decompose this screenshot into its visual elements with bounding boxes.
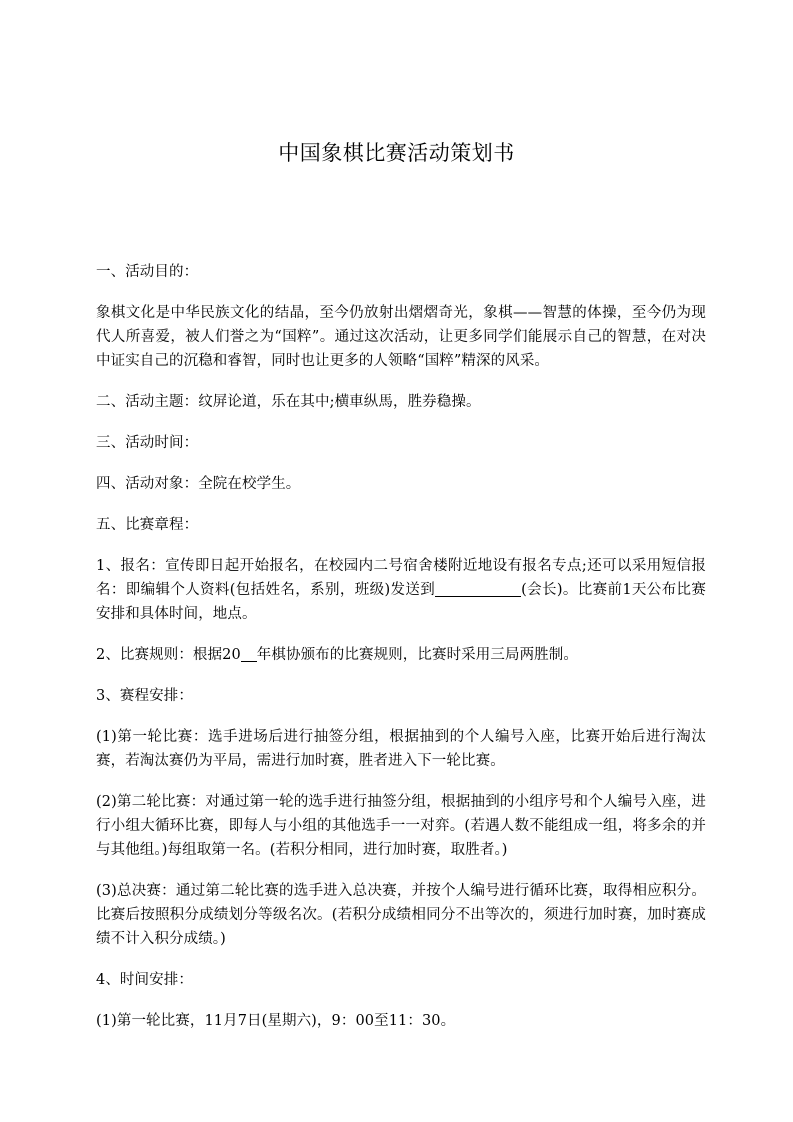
round1-description: (1)第一轮比赛：选手进场后进行抽签分组，根据抽到的个人编号入座，比赛开始后进行淘汰赛，若淘汰赛仍为平局，需进行加时赛，胜者进入下一轮比赛。 (96, 729, 706, 769)
section2-theme: 二、活动主题：纹屏论道，乐在其中;横車纵馬，胜券稳操。 (96, 394, 481, 410)
document-body (96, 260, 706, 1050)
section3-time: 三、活动时间： (96, 435, 199, 451)
rule4-heading: 4、时间安排： (96, 972, 193, 988)
rule1-text-part2: (会长)。比赛前1天公布比赛安排和具体时间，地点。 (96, 582, 706, 622)
phone-blank-line (435, 580, 521, 597)
year-blank-line (241, 645, 257, 662)
section4-participants: 四、活动对象：全院在校学生。 (96, 476, 301, 492)
rule2-text-part2: 年棋协颁布的比赛规则，比赛时采用三局两胜制。 (256, 647, 578, 663)
rule1-text-part1: 1、报名：宣传即日起开始报名，在校园内二号宿舍楼附近地设有报名专点;还可以采用短信报名：即编辑个人资料(包括姓名，系别，班级)发送到 (96, 558, 706, 598)
document-title: 中国象棋比赛活动策划书 (278, 141, 515, 165)
rule3-heading: 3、赛程安排： (96, 688, 193, 704)
rule2-regulations (96, 643, 706, 667)
section1-heading: 一、活动目的： (96, 264, 199, 280)
rule2-text-part1: 2、比赛规则：根据20 (96, 647, 241, 663)
section5-rules-heading: 五、比赛章程： (96, 517, 199, 533)
round3-description: (3)总决赛：通过第二轮比赛的选手进入总决赛，并按个人编号进行循环比赛，取得相应积分。比赛后按照积分成绩划分等级名次。(若积分成绩相同分不出等次的，须进行加时赛，加时赛成绩不计入积分成绩。) (96, 883, 706, 947)
rule1-registration (96, 554, 706, 626)
section1-body: 象棋文化是中华民族文化的结晶，至今仍放射出熠熠奇光，象棋——智慧的体操，至今仍为现代人所喜爱，被人们誉之为“国粹”。通过这次活动，让更多同学们能展示自己的智慧，在对决中证实自己的沉稳和睿智，同时也让更多的人领略“国粹”精深的风采。 (96, 305, 706, 369)
schedule-round1: (1)第一轮比赛，11月7日(星期六)，9：00至11：30。 (96, 1013, 456, 1029)
round2-description: (2)第二轮比赛：对通过第一轮的选手进行抽签分组，根据抽到的小组序号和个人编号入座，进行小组大循环比赛，即每人与小组的其他选手一一对弈。(若遇人数不能组成一组，将多余的并与其他组。)每组取第一名。(若积分相同，进行加时赛，取胜者。) (96, 794, 706, 858)
